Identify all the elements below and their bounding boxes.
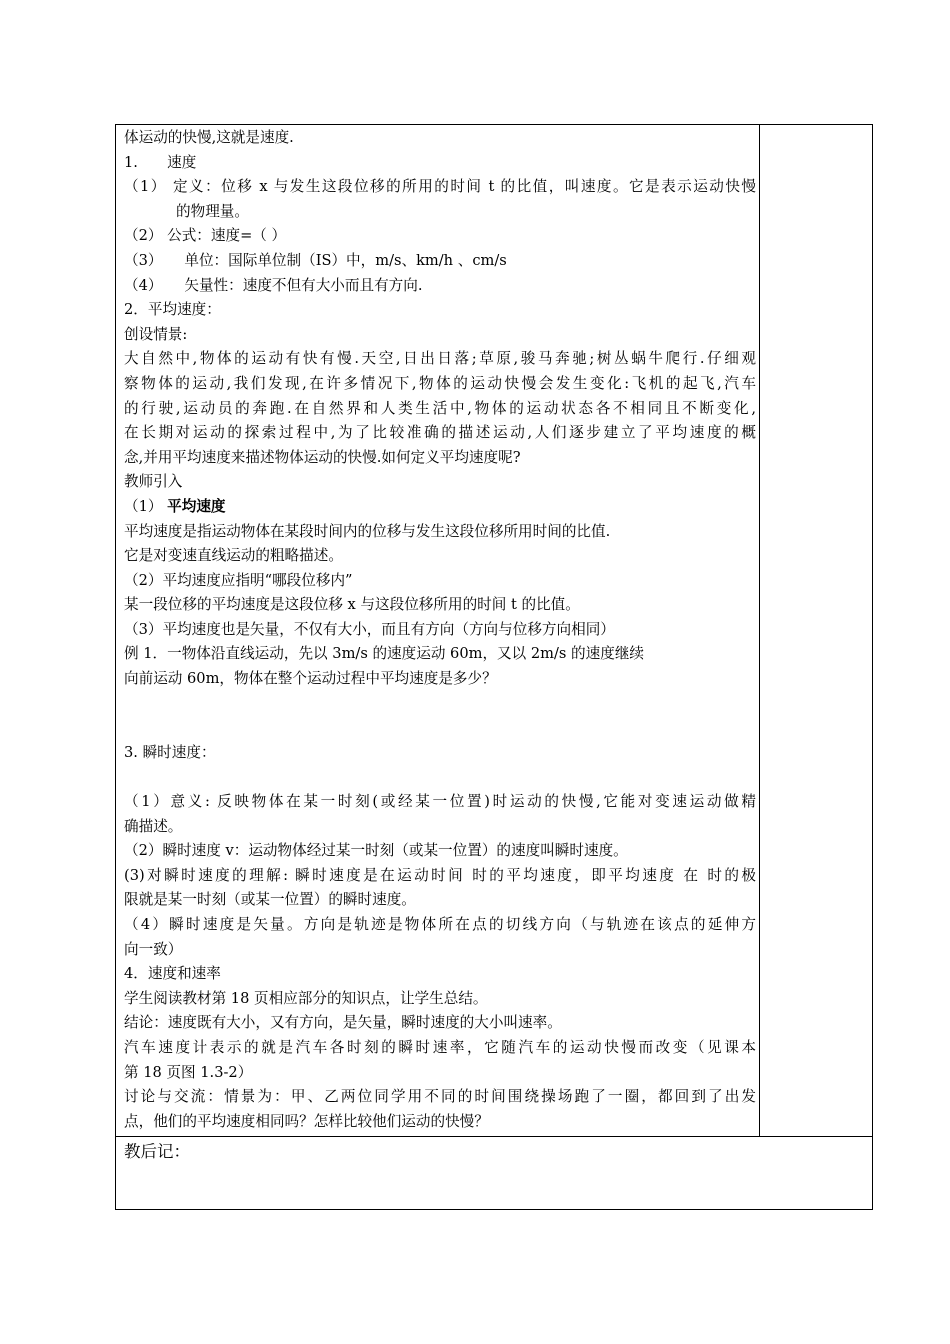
- post-class-notes-cell: [116, 1137, 873, 1210]
- text-line: (3)对瞬时速度的理解: 瞬时速度是在运动时间 时的平均速度，即平均速度 在 时的极: [124, 866, 756, 884]
- text-line: 的行驶,运动员的奔跑.在自然界和人类生活中,物体的运动状态各不相同且不断变化,: [124, 399, 756, 417]
- lesson-plan-table: [115, 124, 873, 1210]
- blank-space: [124, 716, 756, 741]
- text-line: （2）瞬时速度 v：运动物体经过某一时刻（或某一位置）的速度叫瞬时速度。: [124, 842, 628, 860]
- text-line: （1）意义: 反映物体在某一时刻(或经某一位置)时运动的快慢,它能对变速运动做精: [124, 793, 756, 811]
- text-line: 学生阅读教材第 18 页相应部分的知识点，让学生总结。: [124, 989, 488, 1007]
- blank-space: [124, 765, 756, 790]
- text-line: 平均速度是指运动物体在某段时间内的位移与发生这段位移所用时间的比值.: [124, 522, 611, 540]
- text-line: 念,并用平均速度来描述物体运动的快慢.如何定义平均速度呢?: [124, 448, 521, 466]
- blank-space: [124, 692, 756, 717]
- section-heading-average-speed: 2．平均速度：: [124, 301, 221, 319]
- text-line: 向一致）: [124, 940, 183, 958]
- text-line: 汽车速度计表示的就是汽车各时刻的瞬时速率，它随汽车的运动快慢而改变（见课本: [124, 1038, 756, 1056]
- example-line: 例 1．一物体沿直线运动，先以 3m/s 的速度运动 60m，又以 2m/s 的速度继续: [124, 645, 645, 663]
- text-line: 在长期对运动的探索过程中,为了比较准确的描述运动,人们逐步建立了平均速度的概: [124, 424, 756, 442]
- subheading-average-speed: [124, 495, 756, 520]
- text-line: （4）瞬时速度是矢量。方向是轨迹是物体所在点的切线方向（与轨迹在该点的延伸方: [124, 916, 756, 933]
- notes-row: [116, 1137, 873, 1210]
- side-notes-cell: [760, 125, 873, 1137]
- text-line: （3）平均速度也是矢量，不仅有大小，而且有方向（方向与位移方向相同）: [124, 620, 615, 638]
- text-line: （2）平均速度应指明“哪段位移内”: [124, 571, 353, 589]
- text-line: 的物理量。: [176, 202, 249, 220]
- section-heading-speed: 1. 速度: [124, 153, 197, 171]
- text-line: 某一段位移的平均速度是这段位移 x 与这段位移所用的时间 t 的比值。: [124, 596, 580, 614]
- text-line: 体运动的快慢,这就是速度.: [124, 129, 294, 146]
- text-line: 教师引入: [124, 473, 183, 491]
- subheading-number: （1）: [124, 497, 168, 515]
- section-heading-speed-and-rate: 4．速度和速率: [124, 965, 221, 983]
- text-line: 第 18 页图 1.3-2）: [124, 1063, 253, 1081]
- text-line: 大自然中,物体的运动有快有慢.天空,日出日落;草原,骏马奔驰;树丛蜗牛爬行.仔细观: [124, 350, 756, 368]
- text-line: （1） 定义：位移 x 与发生这段位移的所用的时间 t 的比值，叫速度。它是表示运动快慢: [124, 178, 756, 196]
- text-line: （2） 公式：速度=（ ）: [124, 227, 287, 245]
- text-line: 点，他们的平均速度相同吗？怎样比较他们运动的快慢？: [124, 1112, 489, 1130]
- section-heading-instantaneous-speed: 3. 瞬时速度：: [124, 743, 216, 761]
- subheading-title: 平均速度: [167, 497, 226, 515]
- text-line: （3） 单位：国际单位制（IS）中，m/s、km/h 、cm/s: [124, 251, 507, 269]
- post-class-notes-label: 教后记：: [124, 1142, 190, 1162]
- text-line: 限就是某一时刻（或某一位置）的瞬时速度。: [124, 891, 416, 909]
- text-line: 它是对变速直线运动的粗略描述。: [124, 547, 343, 565]
- text-line: 结论：速度既有大小，又有方向，是矢量，瞬时速度的大小叫速率。: [124, 1014, 562, 1032]
- text-line: 确描述。: [124, 817, 183, 835]
- content-row: [116, 125, 873, 1137]
- text-line: 创设情景:: [124, 325, 188, 343]
- lesson-content-cell: [116, 125, 760, 1137]
- text-line: （4） 矢量性：速度不但有大小而且有方向.: [124, 276, 423, 294]
- text-line: 讨论与交流：情景为：甲、乙两位同学用不同的时间围绕操场跑了一圈，都回到了出发: [124, 1088, 756, 1106]
- example-line: 向前运动 60m，物体在整个运动过程中平均速度是多少？: [124, 670, 497, 688]
- text-line: 察物体的运动,我们发现,在许多情况下,物体的运动快慢会发生变化:飞机的起飞,汽车: [124, 374, 756, 392]
